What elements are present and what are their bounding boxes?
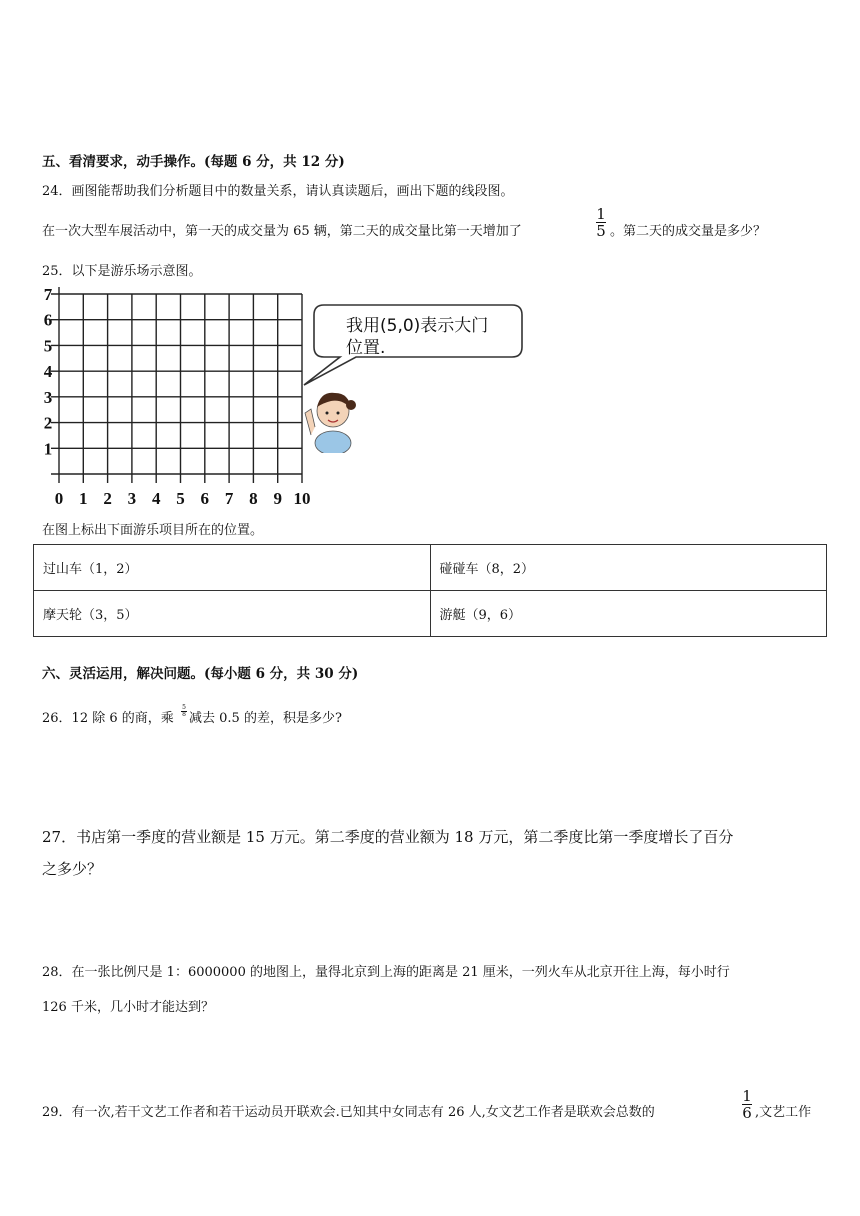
x-axis-labels <box>55 489 311 508</box>
fraction-numerator: 1 <box>596 205 606 223</box>
x-tick-label: 6 <box>200 489 210 508</box>
x-tick-label: 0 <box>54 489 64 508</box>
table-cell: 摩天轮（3，5） <box>34 591 431 637</box>
girl-illustration <box>297 383 357 453</box>
x-tick-label: 2 <box>103 489 112 508</box>
section-6-title: 六、灵活运用，解决问题。(每小题 6 分，共 30 分) <box>42 666 359 682</box>
y-tick-label: 1 <box>43 439 53 459</box>
x-tick-label: 4 <box>151 489 161 508</box>
fraction-denominator: 5 <box>596 222 606 240</box>
y-tick-label: 6 <box>43 310 53 330</box>
question-28-line1: 28．在一张比例尺是 1：6000000 的地图上，量得北京到上海的距离是 21 厘米，一列火车从北京开往上海，每小时行 <box>42 965 730 980</box>
table-cell: 过山车（1，2） <box>34 545 431 591</box>
x-tick-label: 10 <box>293 489 311 508</box>
question-27-line1: 27．书店第一季度的营业额是 15 万元。第二季度的营业额为 18 万元，第二季度比第一季度增长了百分 <box>42 828 734 846</box>
x-tick-label: 5 <box>176 489 185 508</box>
question-25-line1: 25．以下是游乐场示意图。 <box>42 264 202 279</box>
amusement-items-table <box>33 544 827 637</box>
question-26-pre: 26．12 除 6 的商，乘 <box>42 711 174 726</box>
speech-bubble-line2: 位置. <box>346 338 386 358</box>
x-tick-label: 9 <box>273 489 282 508</box>
y-axis-labels <box>44 285 53 458</box>
question-29-fraction <box>741 1088 753 1121</box>
question-29-post: ,文艺工作 <box>755 1105 812 1120</box>
question-24-line2-pre: 在一次大型车展活动中，第一天的成交量为 65 辆，第二天的成交量比第一天增加了 <box>42 224 522 239</box>
question-24-line2-post: 。第二天的成交量是多少？ <box>610 224 767 239</box>
table-row <box>34 591 827 637</box>
x-tick-label: 7 <box>224 489 234 508</box>
table-row <box>34 545 827 591</box>
table-cell: 游艇（9，6） <box>430 591 827 637</box>
y-tick-label: 2 <box>43 413 53 433</box>
fraction-denominator: 8 <box>182 711 186 718</box>
question-29-pre: 29．有一次,若干文艺工作者和若干运动员开联欢会.已知其中女同志有 26 人,女文艺工作者是联欢会总数的 <box>42 1105 655 1120</box>
fraction-numerator: 1 <box>742 1087 752 1105</box>
speech-bubble-line1: 我用(5,0)表示大门 <box>346 316 489 336</box>
y-tick-label: 3 <box>43 387 53 407</box>
question-24-line1: 24．画图能帮助我们分析题目中的数量关系，请认真读题后，画出下题的线段图。 <box>42 184 514 199</box>
grid-lines <box>51 287 302 483</box>
question-26-post: 减去 0.5 的差，积是多少? <box>189 711 342 726</box>
x-tick-label: 8 <box>249 489 258 508</box>
question-26-fraction <box>181 705 187 718</box>
section-5-title: 五、看清要求，动手操作。(每题 6 分，共 12 分) <box>42 154 345 170</box>
question-28-line2: 126 千米，几小时才能达到？ <box>42 1000 214 1015</box>
y-tick-label: 4 <box>43 362 53 382</box>
fraction-numerator: 5 <box>182 704 186 711</box>
question-25-caption: 在图上标出下面游乐项目所在的位置。 <box>42 523 264 538</box>
fraction-denominator: 6 <box>742 1104 752 1122</box>
y-tick-label: 7 <box>43 285 53 304</box>
question-24-fraction <box>595 206 607 239</box>
question-27-line2: 之多少？ <box>42 860 103 878</box>
y-tick-label: 5 <box>43 336 53 356</box>
table-cell: 碰碰车（8，2） <box>430 545 827 591</box>
x-tick-label: 3 <box>127 489 137 508</box>
x-tick-label: 1 <box>79 489 88 508</box>
